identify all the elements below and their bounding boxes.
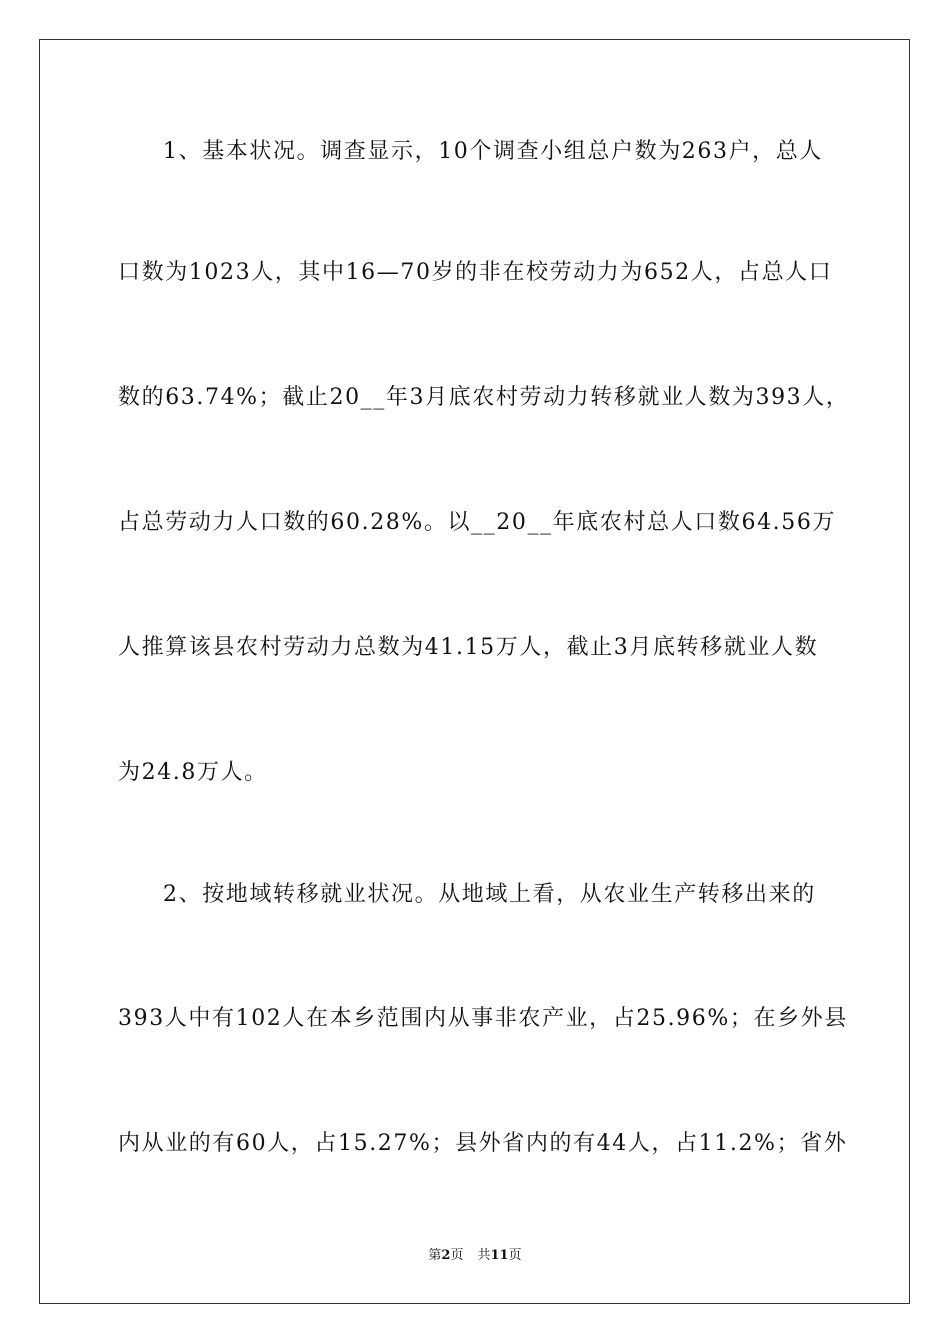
total-pages: 11 [490, 1248, 509, 1263]
page-label-prefix: 第 [428, 1248, 442, 1263]
total-label-suffix: 页 [508, 1248, 522, 1263]
paragraph-1-line-3: 数的63.74%；截止20__年3月底农村劳动力转移就业人数为393人， [118, 385, 850, 410]
paragraph-2-line-2: 393人中有102人在本乡范围内从事非农产业，占25.96%；在乡外县 [118, 1006, 848, 1031]
total-label-prefix: 共 [477, 1248, 491, 1263]
page-footer [0, 1247, 950, 1265]
paragraph-1-line-4: 占总劳动力人口数的60.28%。以__20__年底农村总人口数64.56万 [118, 510, 837, 535]
paragraph-1-line-1: 1、基本状况。调查显示，10个调查小组总户数为263户，总人 [163, 139, 823, 164]
paragraph-2-line-1: 2、按地域转移就业状况。从地域上看，从农业生产转移出来的 [163, 882, 816, 907]
paragraph-1-line-2: 口数为1023人，其中16—70岁的非在校劳动力为652人，占总人口 [118, 260, 833, 285]
page-label-suffix: 页 [450, 1248, 464, 1263]
paragraph-1-line-6: 为24.8万人。 [118, 760, 268, 785]
page-border [39, 39, 910, 1304]
page-number: 2 [441, 1248, 451, 1263]
paragraph-2-line-3: 内从业的有60人，占15.27%；县外省内的有44人，占11.2%；省外 [118, 1131, 848, 1156]
paragraph-1-line-5: 人推算该县农村劳动力总数为41.15万人，截止3月底转移就业人数 [118, 635, 819, 660]
